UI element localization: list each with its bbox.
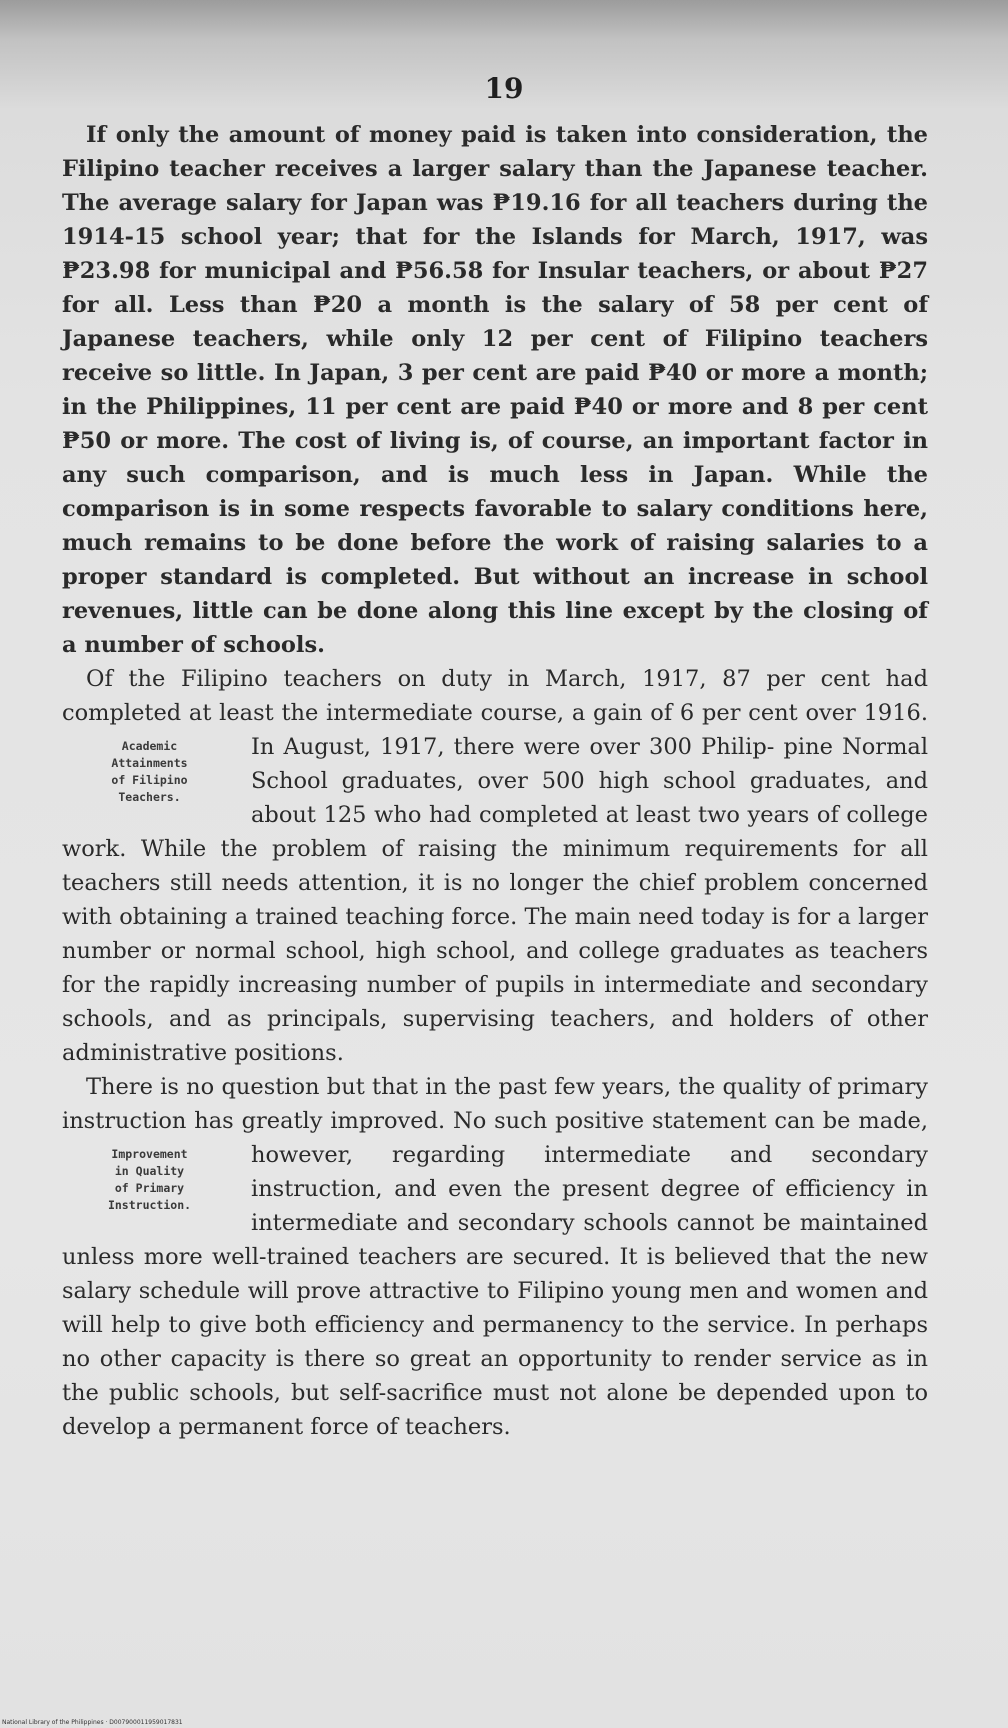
paragraph-salary-comparison: If only the amount of money paid is taken into consideration, the Filipino teacher receives a larger salary than the Japanese teacher. The average salary for Japan was ₱19.16 for all teachers during the 1914-15 school year; that for the Islands for March, 1917, was ₱23.98 for municipal and ₱56.58 for Insular teachers, or about ₱27 for all. Less than ₱20 a month is the salary of 58 per cent of Japanese teachers, while only 12 per cent of Filipino teachers receive so little. In Japan, 3 per cent are paid ₱40 or more a month; in the Philippines, 11 per cent are paid ₱40 or more and 8 per cent ₱50 or more. The cost of living is, of course, an important factor in any such comparison, and is much less in Japan. While the comparison is in some respects favorable to salary conditions here, much remains to be done before the work of raising salaries to a proper standard is completed. But without an increase in school revenues, little can be done along this line except by the closing of a number of schools. bbox=[62, 122, 928, 658]
paragraph-lead-text: Of the Filipino teachers on duty in March, 1917, 87 per cent had completed at least the intermediate course, a gain of 6 per cent over 1916. In August, 1917, there were over 300 Philip- bbox=[62, 666, 928, 760]
page-number: 19 bbox=[484, 72, 524, 105]
paragraph-continued-text: pine Normal School graduates, over 500 high school graduates, and about 125 who had completed at least two years of college work. While the problem of raising the minimum requirements for all teachers still needs attention, it is no longer the chief problem concerned with obtaining a trained teaching force. The main need today is for a larger number or normal school, high school, and college graduates as teachers for the rapidly increasing number of pupils in intermediate and secondary schools, and as principals, supervising teachers, and holders of other administrative positions. bbox=[62, 734, 929, 1066]
body-text bbox=[62, 118, 928, 1444]
paragraph-continued-text: secondary instruction, and even the present degree of efficiency in intermediate and secondary schools cannot be maintained unless more well-trained teachers are secured. It is believed that the new salary schedule will prove attractive to Filipino young men and women and will help to give both efficiency and permanency to the service. In perhaps no other capacity is there so great an opportunity to render service as in the public schools, but self-sacrifice must not alone be depended upon to develop a permanent force of teachers. bbox=[62, 1142, 928, 1440]
paragraph-lead-text: There is no question but that in the past few years, the quality of primary instruction has greatly improved. No such positive statement can be made, however, regarding intermediate and bbox=[62, 1074, 928, 1168]
paragraph-academic-attainments bbox=[62, 662, 928, 1070]
footer-library-id: National Library of the Philippines · D007900011959017831 bbox=[2, 1719, 183, 1726]
paragraph-primary-instruction bbox=[62, 1070, 928, 1444]
margin-note-improvement-quality: Improvement in Quality of Primary Instruction. bbox=[107, 1147, 192, 1212]
margin-note-academic-attainments: Academic Attainments of Filipino Teachers. bbox=[111, 739, 188, 804]
